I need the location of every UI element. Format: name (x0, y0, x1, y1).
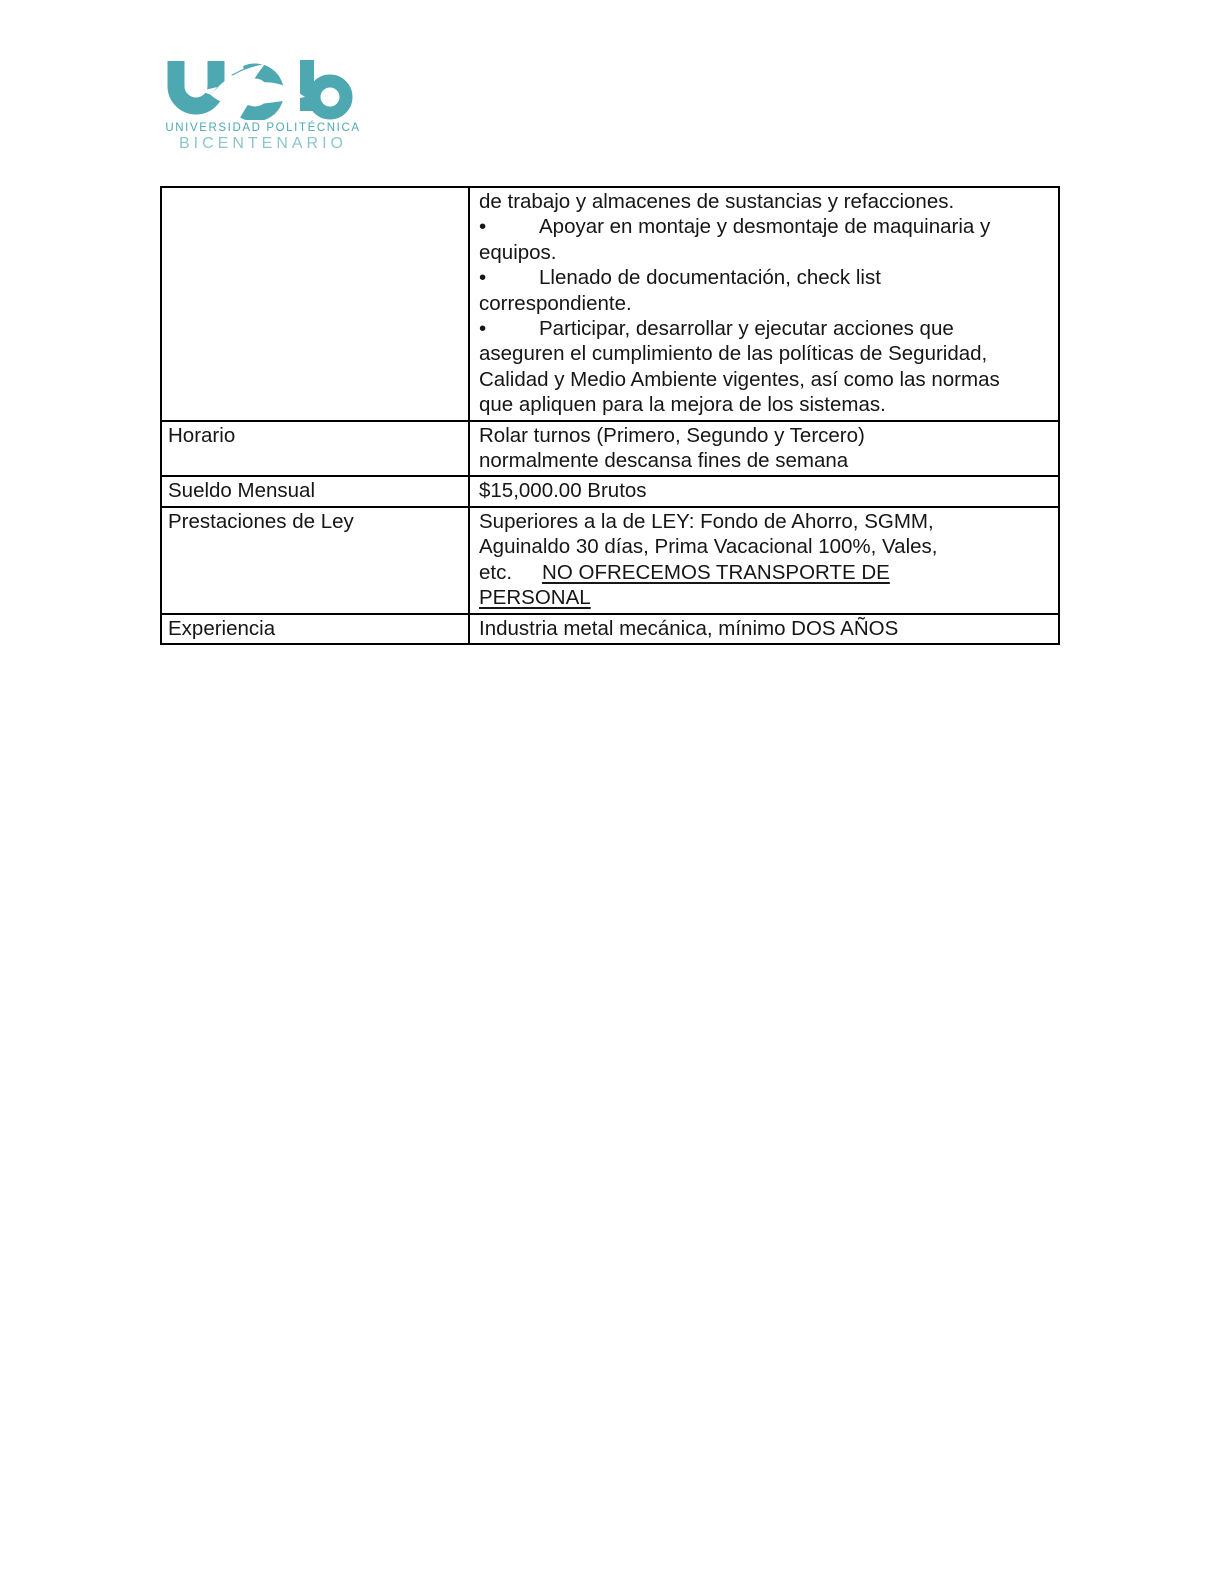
table-row-continuation (161, 187, 1059, 421)
university-logo (164, 60, 362, 153)
row-value-cell (469, 614, 1059, 644)
bullet-marker: • (479, 266, 487, 290)
no-transport-notice: NO OFRECEMOS TRANSPORTE DE (542, 560, 890, 584)
row-value-cell (469, 187, 1059, 421)
bullet-line (479, 265, 1052, 290)
value-line: Superiores a la de LEY: Fondo de Ahorro, SGMM, (479, 509, 934, 533)
no-transport-notice: PERSONAL (479, 586, 591, 610)
bullet-marker: • (479, 215, 487, 239)
value-line: equipos. (479, 240, 557, 264)
table-row-sueldo (161, 476, 1059, 506)
value-line (479, 585, 1052, 610)
value-line: Industria metal mecánica, mínimo DOS AÑOS (479, 616, 899, 640)
university-name: UNIVERSIDAD POLITÉCNICA (165, 122, 361, 134)
bullet-text: Llenado de documentación, check list (539, 266, 881, 290)
bullet-marker: • (479, 317, 487, 341)
table-row-horario (161, 421, 1059, 477)
bullet-text: Apoyar en montaje y desmontaje de maquinaria y (539, 215, 991, 239)
value-line: $15,000.00 Brutos (479, 479, 647, 503)
bullet-line (479, 214, 1052, 239)
university-subname: BICENTENARIO (178, 135, 347, 152)
value-line: normalmente descansa fines de semana (479, 449, 849, 473)
job-description-table (160, 186, 1060, 645)
row-label-cell: Experiencia (161, 614, 469, 644)
value-line: Aguinaldo 30 días, Prima Vacacional 100%, Vales, (479, 535, 938, 559)
table-row-experiencia (161, 614, 1059, 644)
value-line: Rolar turnos (Primero, Segundo y Tercero) (479, 423, 865, 447)
value-line: Calidad y Medio Ambiente vigentes, así como las normas (479, 367, 1000, 391)
row-label-cell (161, 187, 469, 421)
bullet-line (479, 316, 1052, 341)
bullet-text: Participar, desarrollar y ejecutar acciones que (539, 317, 954, 341)
value-line: que apliquen para la mejora de los sistemas. (479, 393, 886, 417)
value-line: correspondiente. (479, 291, 632, 315)
row-value-cell (469, 476, 1059, 506)
value-line: aseguren el cumplimiento de las políticas de Seguridad, (479, 342, 988, 366)
row-value-cell (469, 421, 1059, 477)
row-label-cell: Prestaciones de Ley (161, 507, 469, 614)
row-label-cell: Horario (161, 421, 469, 477)
upb-monogram-icon (167, 60, 359, 120)
row-value-cell (469, 507, 1059, 614)
value-line: de trabajo y almacenes de sustancias y refacciones. (479, 190, 955, 213)
table-row-prestaciones (161, 507, 1059, 614)
value-line (479, 560, 1052, 585)
etc-text: etc. (479, 560, 513, 584)
row-label-cell: Sueldo Mensual (161, 476, 469, 506)
